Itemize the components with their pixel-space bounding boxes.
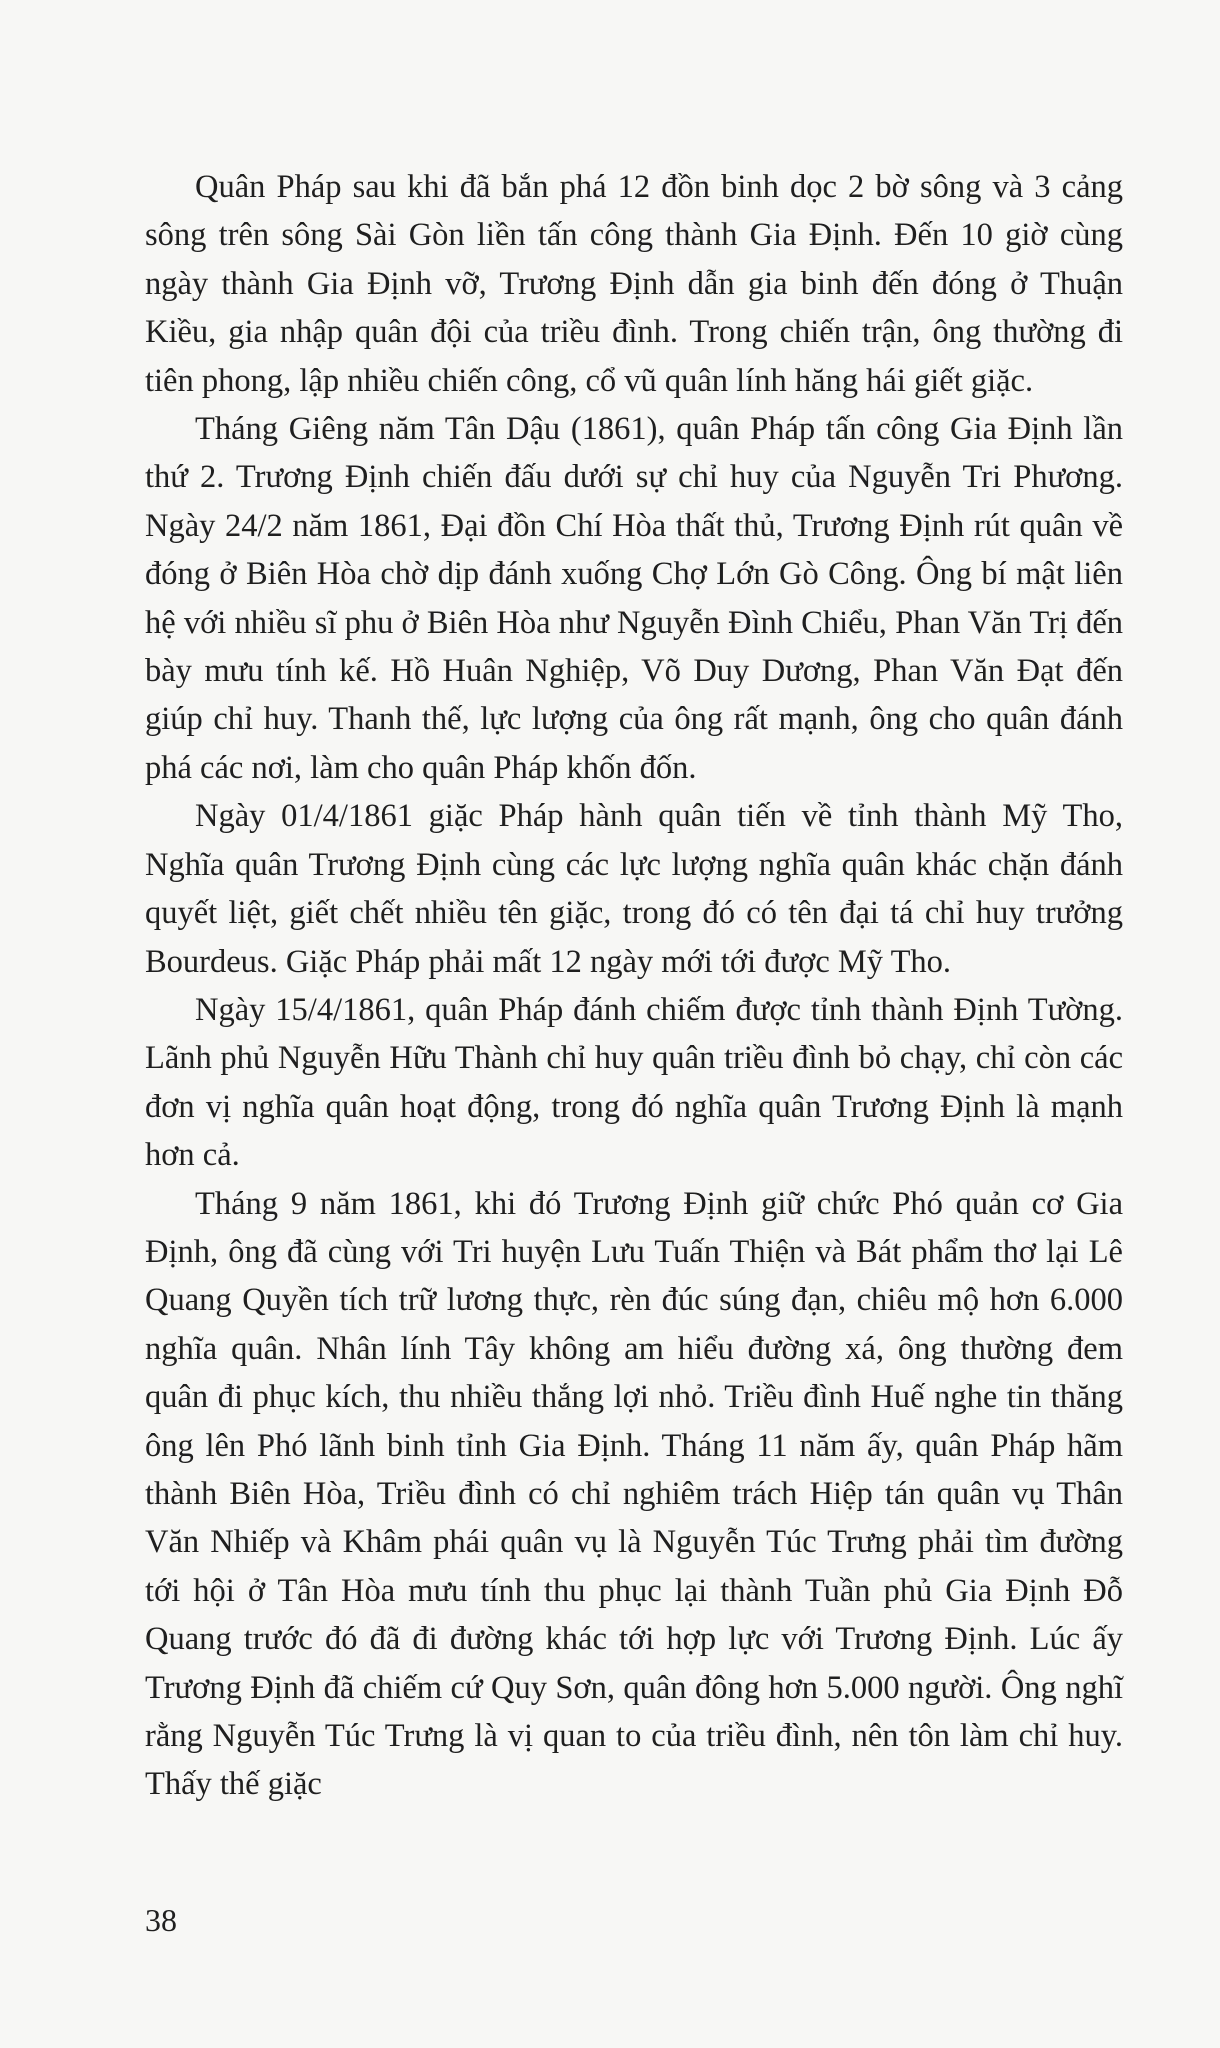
paragraph-1: Quân Pháp sau khi đã bắn phá 12 đồn binh dọc 2 bờ sông và 3 cảng sông trên sông Sài Gòn liền tấn công thành Gia Định. Đến 10 giờ cùng ngày thành Gia Định vỡ, Trương Định dẫn gia binh đến đóng ở Thuận Kiều, gia nhập quân đội của triều đình. Trong chiến trận, ông thường đi tiên phong, lập nhiều chiến công, cổ vũ quân lính hăng hái giết giặc.: [145, 169, 1123, 399]
paragraph-4: Ngày 15/4/1861, quân Pháp đánh chiếm được tỉnh thành Định Tường. Lãnh phủ Nguyễn Hữu Thành chỉ huy quân triều đình bỏ chạy, chỉ còn các đơn vị nghĩa quân hoạt động, trong đó nghĩa quân Trương Định là mạnh hơn cả.: [145, 991, 1123, 1174]
paragraph-2: Tháng Giêng năm Tân Dậu (1861), quân Pháp tấn công Gia Định lần thứ 2. Trương Định chiến đấu dưới sự chỉ huy của Nguyễn Tri Phương. Ngày 24/2 năm 1861, Đại đồn Chí Hòa thất thủ, Trương Định rút quân về đóng ở Biên Hòa chờ dịp đánh xuống Chợ Lớn Gò Công. Ông bí mật liên hệ với nhiều sĩ phu ở Biên Hòa như Nguyễn Đình Chiểu, Phan Văn Trị đến bày mưu tính kế. Hồ Huân Nghiệp, Võ Duy Dương, Phan Văn Đạt đến giúp chỉ huy. Thanh thế, lực lượng của ông rất mạnh, ông cho quân đánh phá các nơi, làm cho quân Pháp khốn đốn.: [145, 411, 1123, 786]
page-number: 38: [145, 1902, 177, 1938]
paragraph-5: Tháng 9 năm 1861, khi đó Trương Định giữ chức Phó quản cơ Gia Định, ông đã cùng với Tri huyện Lưu Tuấn Thiện và Bát phẩm thơ lại Lê Quang Quyền tích trữ lương thực, rèn đúc súng đạn, chiêu mộ hơn 6.000 nghĩa quân. Nhân lính Tây không am hiểu đường xá, ông thường đem quân đi phục kích, thu nhiều thắng lợi nhỏ. Triều đình Huế nghe tin thăng ông lên Phó lãnh binh tỉnh Gia Định. Tháng 11 năm ấy, quân Pháp hãm thành Biên Hòa, Triều đình có chỉ nghiêm trách Hiệp tán quân vụ Thân Văn Nhiếp và Khâm phái quân vụ là Nguyễn Túc Trưng phải tìm đường tới hội ở Tân Hòa mưu tính thu phục lại thành Tuần phủ Gia Định Đỗ Quang trước đó đã đi đường khác tới hợp lực với Trương Định. Lúc ấy Trương Định đã chiếm cứ Quy Sơn, quân đông hơn 5.000 người. Ông nghĩ rằng Nguyễn Túc Trưng là vị quan to của triều đình, nên tôn làm chỉ huy. Thấy thế giặc: [145, 1185, 1123, 1803]
body-text: [145, 163, 1123, 1809]
paragraph-3: Ngày 01/4/1861 giặc Pháp hành quân tiến về tỉnh thành Mỹ Tho, Nghĩa quân Trương Định cùng các lực lượng nghĩa quân khác chặn đánh quyết liệt, giết chết nhiều tên giặc, trong đó có tên đại tá chỉ huy trưởng Bourdeus. Giặc Pháp phải mất 12 ngày mới tới được Mỹ Tho.: [145, 798, 1123, 980]
